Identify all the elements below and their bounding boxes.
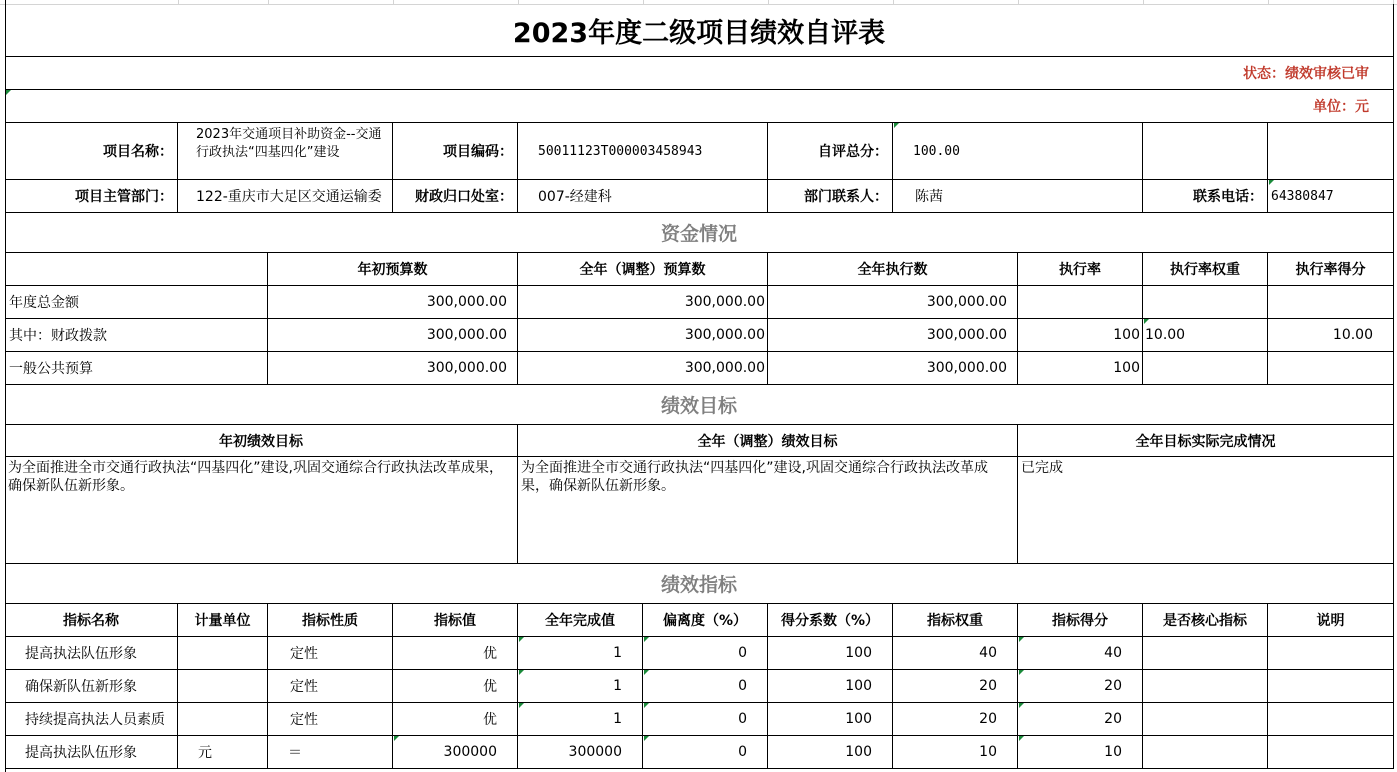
funds-row-label: 年度总金额 (5, 286, 268, 319)
page-title: 2023年度二级项目绩效自评表 (5, 4, 1394, 57)
indicator-weight[interactable]: 10 (893, 736, 1018, 769)
indicators-header: 指标值 (393, 604, 518, 637)
indicator-nature[interactable]: ＝ (268, 736, 393, 769)
indicators-header: 指标性质 (268, 604, 393, 637)
finance-value[interactable]: 007-经建科 (518, 180, 768, 213)
indicator-nature[interactable]: 定性 (268, 637, 393, 670)
goals-header: 全年（调整）绩效目标 (518, 425, 1018, 457)
indicator-completion[interactable]: 300000 (518, 736, 643, 769)
funds-cell[interactable] (1018, 286, 1143, 319)
indicators-header: 偏离度（%） (643, 604, 768, 637)
indicator-name[interactable]: 提高执法队伍形象 (5, 637, 178, 670)
funds-cell[interactable]: 10.00 (1268, 319, 1394, 352)
indicator-completion[interactable]: 1 (518, 703, 643, 736)
funds-cell[interactable]: 300,000.00 (518, 352, 768, 385)
indicator-coefficient[interactable]: 100 (768, 736, 893, 769)
indicator-coefficient[interactable]: 100 (768, 637, 893, 670)
indicators-header: 是否核心指标 (1143, 604, 1268, 637)
indicator-note[interactable] (1268, 670, 1394, 703)
indicators-section-title: 绩效指标 (5, 564, 1394, 604)
goals-header: 全年目标实际完成情况 (1018, 425, 1394, 457)
indicator-note[interactable] (1268, 703, 1394, 736)
indicator-unit[interactable] (178, 703, 268, 736)
funds-cell[interactable] (1268, 286, 1394, 319)
indicator-value[interactable]: 优 (393, 637, 518, 670)
adjusted-goal-text[interactable]: 为全面推进全市交通行政执法“四基四化”建设,巩固交通综合行政执法改革成果，确保新队伍新形象。 (518, 457, 1018, 564)
indicators-header: 说明 (1268, 604, 1394, 637)
funds-header: 执行率得分 (1268, 253, 1394, 286)
funds-cell[interactable]: 300,000.00 (768, 286, 1018, 319)
indicator-core[interactable] (1143, 703, 1268, 736)
unit-text: 单位：元 (5, 90, 1394, 123)
contact-label: 部门联系人： (768, 180, 893, 213)
project-code-label: 项目编码： (393, 123, 518, 180)
indicator-note[interactable] (1268, 736, 1394, 769)
indicators-header: 全年完成值 (518, 604, 643, 637)
funds-cell[interactable]: 300,000.00 (268, 319, 518, 352)
funds-row-label: 其中：财政拨款 (5, 319, 268, 352)
indicator-note[interactable] (1268, 637, 1394, 670)
funds-cell[interactable]: 300,000.00 (518, 319, 768, 352)
dept-value[interactable]: 122-重庆市大足区交通运输委 (178, 180, 393, 213)
indicators-header: 指标权重 (893, 604, 1018, 637)
funds-cell[interactable]: 100 (1018, 352, 1143, 385)
funds-header: 执行率权重 (1143, 253, 1268, 286)
project-name-value[interactable]: 2023年交通项目补助资金--交通行政执法“四基四化”建设 (178, 123, 393, 180)
status-text: 状态：绩效审核已审 (5, 57, 1394, 90)
dept-label: 项目主管部门： (5, 180, 178, 213)
indicator-weight[interactable]: 20 (893, 703, 1018, 736)
indicator-completion[interactable]: 1 (518, 670, 643, 703)
funds-cell[interactable]: 300,000.00 (268, 352, 518, 385)
total-score-label: 自评总分： (768, 123, 893, 180)
indicator-deviation[interactable]: 0 (643, 637, 768, 670)
indicator-name[interactable]: 持续提高执法人员素质 (5, 703, 178, 736)
contact-value[interactable]: 陈茜 (893, 180, 1143, 213)
phone-label: 联系电话： (1143, 180, 1268, 213)
funds-cell[interactable] (1268, 352, 1394, 385)
funds-cell[interactable]: 300,000.00 (768, 352, 1018, 385)
indicator-value[interactable]: 300000 (393, 736, 518, 769)
indicator-score[interactable]: 20 (1018, 703, 1143, 736)
indicators-header: 计量单位 (178, 604, 268, 637)
indicator-nature[interactable]: 定性 (268, 670, 393, 703)
total-score-value[interactable]: 100.00 (893, 123, 1143, 180)
indicator-value[interactable]: 优 (393, 670, 518, 703)
funds-cell[interactable]: 10.00 (1143, 319, 1268, 352)
goals-section-title: 绩效目标 (5, 385, 1394, 425)
indicator-deviation[interactable]: 0 (643, 703, 768, 736)
indicator-name[interactable]: 提高执法队伍形象 (5, 736, 178, 769)
indicator-weight[interactable]: 40 (893, 637, 1018, 670)
funds-header: 全年执行数 (768, 253, 1018, 286)
indicator-weight[interactable]: 20 (893, 670, 1018, 703)
indicator-core[interactable] (1143, 637, 1268, 670)
indicator-completion[interactable]: 1 (518, 637, 643, 670)
indicator-nature[interactable]: 定性 (268, 703, 393, 736)
funds-header: 执行率 (1018, 253, 1143, 286)
indicator-unit[interactable] (178, 637, 268, 670)
indicator-name[interactable]: 确保新队伍新形象 (5, 670, 178, 703)
project-code-value[interactable]: 50011123T000003458943 (518, 123, 768, 180)
funds-row-label: 一般公共预算 (5, 352, 268, 385)
finance-label: 财政归口处室： (393, 180, 518, 213)
indicator-coefficient[interactable]: 100 (768, 670, 893, 703)
funds-cell[interactable]: 300,000.00 (518, 286, 768, 319)
indicator-score[interactable]: 20 (1018, 670, 1143, 703)
funds-cell[interactable]: 100 (1018, 319, 1143, 352)
indicators-header: 得分系数（%） (768, 604, 893, 637)
funds-cell[interactable] (1143, 352, 1268, 385)
initial-goal-text[interactable]: 为全面推进全市交通行政执法“四基四化”建设,巩固交通综合行政执法改革成果，确保新队伍新形象。 (5, 457, 518, 564)
indicator-core[interactable] (1143, 670, 1268, 703)
funds-header: 年初预算数 (268, 253, 518, 286)
project-name-label: 项目名称： (5, 123, 178, 180)
funds-header: 全年（调整）预算数 (518, 253, 768, 286)
actual-completion-text[interactable]: 已完成 (1018, 457, 1394, 564)
indicator-deviation[interactable]: 0 (643, 736, 768, 769)
indicator-value[interactable]: 优 (393, 703, 518, 736)
funds-header (5, 253, 268, 286)
funds-section-title: 资金情况 (5, 213, 1394, 253)
empty-cell[interactable] (1143, 123, 1268, 180)
funds-cell[interactable]: 300,000.00 (268, 286, 518, 319)
indicator-score[interactable]: 40 (1018, 637, 1143, 670)
indicators-header: 指标名称 (5, 604, 178, 637)
indicator-unit[interactable]: 元 (178, 736, 268, 769)
indicator-coefficient[interactable]: 100 (768, 703, 893, 736)
empty-cell[interactable] (1268, 123, 1394, 180)
funds-cell[interactable] (1143, 286, 1268, 319)
indicator-deviation[interactable]: 0 (643, 670, 768, 703)
indicator-core[interactable] (1143, 736, 1268, 769)
indicator-unit[interactable] (178, 670, 268, 703)
goals-header: 年初绩效目标 (5, 425, 518, 457)
phone-value[interactable]: 64380847 (1268, 180, 1394, 213)
funds-cell[interactable]: 300,000.00 (768, 319, 1018, 352)
indicator-score[interactable]: 10 (1018, 736, 1143, 769)
indicators-header: 指标得分 (1018, 604, 1143, 637)
